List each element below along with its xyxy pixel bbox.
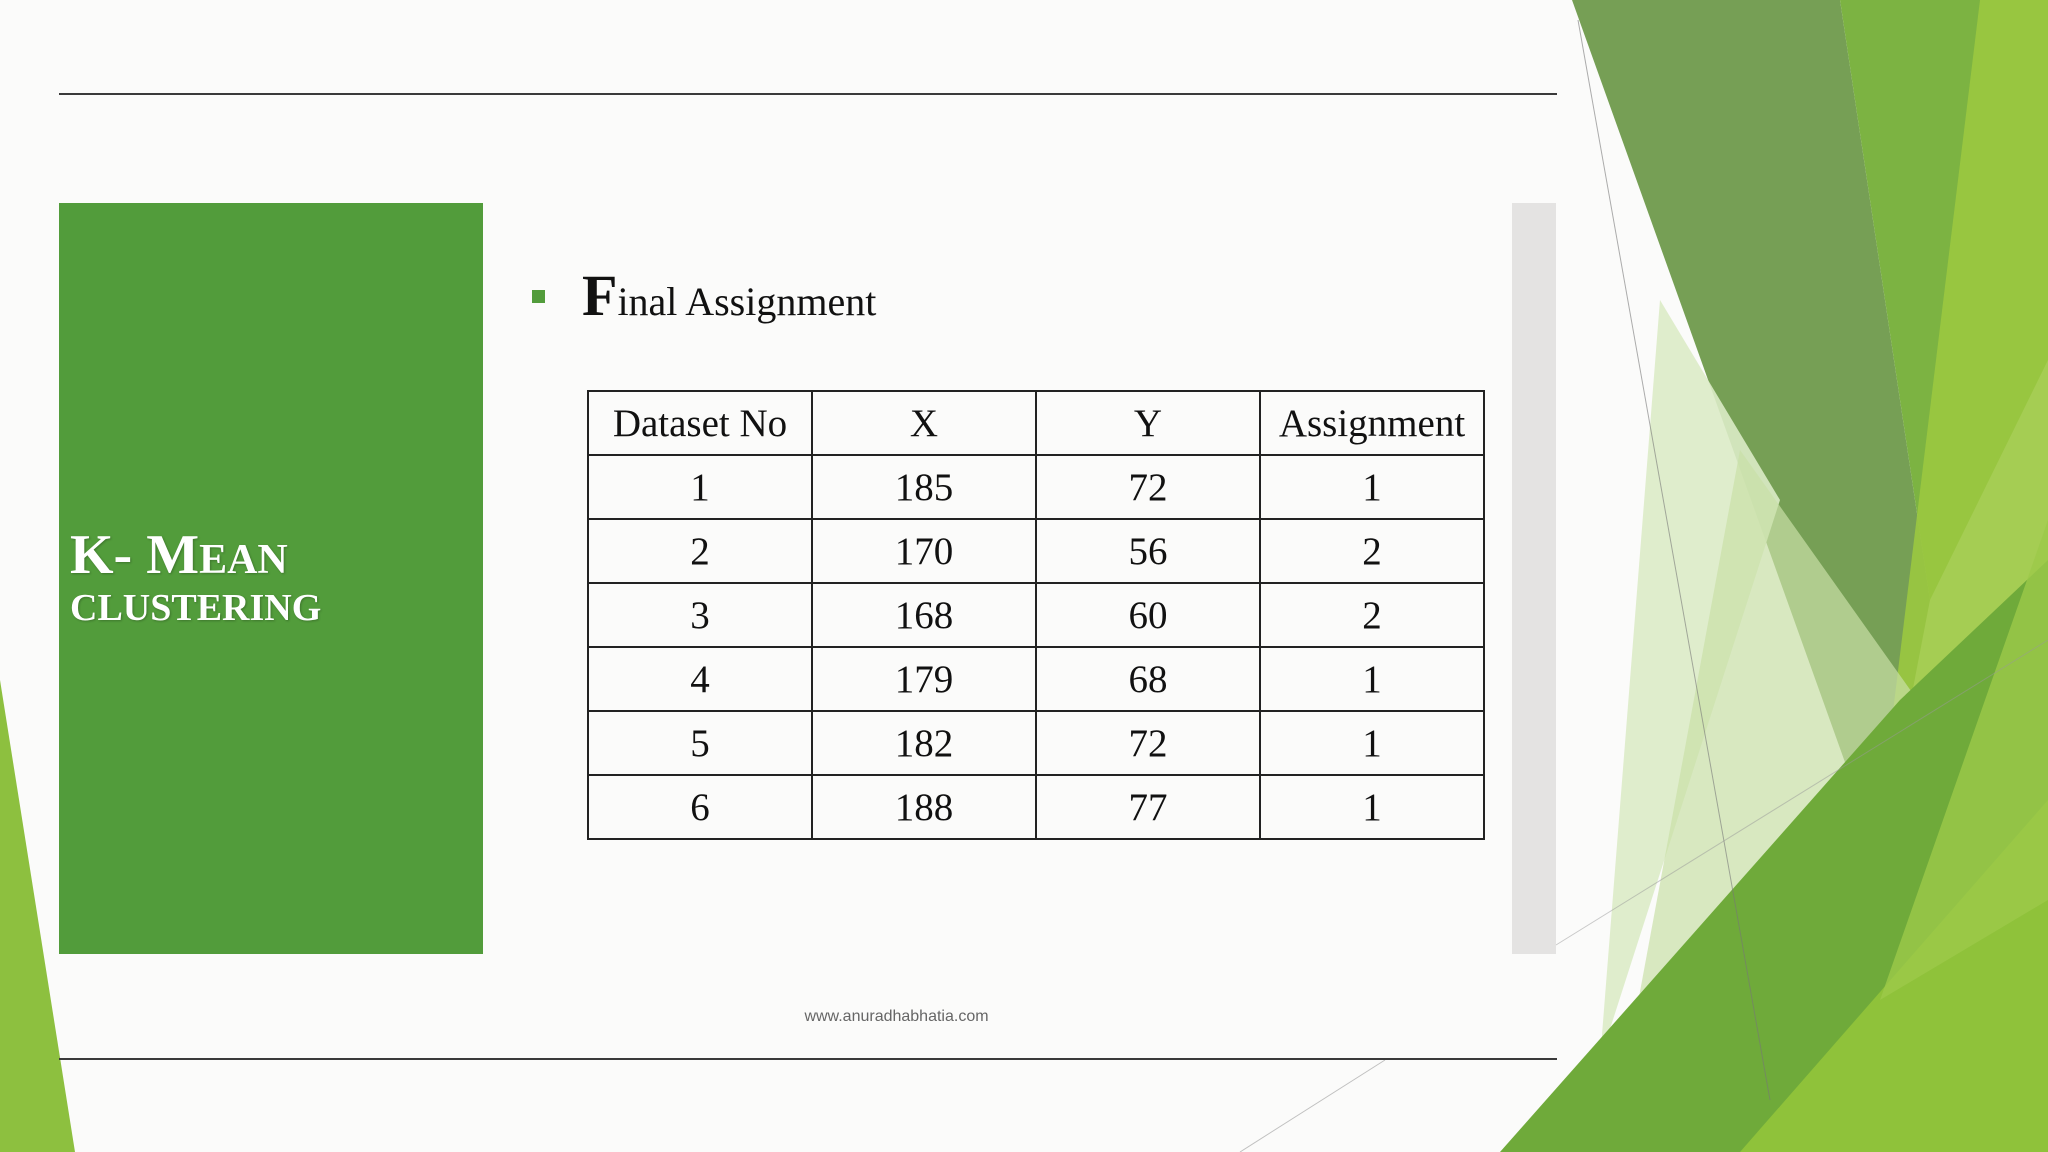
footer-url: www.anuradhabhatia.com [804,1008,989,1025]
cell-dataset-no: 3 [588,583,812,647]
cell-dataset-no: 2 [588,519,812,583]
cell-y: 68 [1036,647,1260,711]
bullet-cap: F [582,263,618,328]
header-x: X [812,391,1036,455]
gray-side-bar [1512,203,1556,954]
cell-assignment: 1 [1260,455,1484,519]
title-line-1 [70,523,321,587]
cell-y: 60 [1036,583,1260,647]
table-row [588,711,1484,775]
cell-x: 179 [812,647,1036,711]
header-y: Y [1036,391,1260,455]
cell-dataset-no: 6 [588,775,812,839]
header-dataset-no: Dataset No [588,391,812,455]
table-header-row [588,391,1484,455]
assignment-table [587,390,1485,840]
cell-dataset-no: 1 [588,455,812,519]
table-row [588,455,1484,519]
cell-assignment: 1 [1260,647,1484,711]
cell-dataset-no: 5 [588,711,812,775]
table-row [588,775,1484,839]
cell-y: 77 [1036,775,1260,839]
bullet-square-icon [532,290,545,303]
table-row [588,583,1484,647]
cell-y: 72 [1036,711,1260,775]
cell-y: 72 [1036,455,1260,519]
bullet-heading [582,262,876,329]
bottom-rule [59,1058,1557,1060]
cell-x: 182 [812,711,1036,775]
cell-dataset-no: 4 [588,647,812,711]
header-assignment: Assignment [1260,391,1484,455]
bullet-rest: inal Assignment [617,279,877,324]
title-cap: K- M [70,524,200,586]
cell-x: 188 [812,775,1036,839]
top-rule [59,93,1557,95]
cell-x: 185 [812,455,1036,519]
cell-y: 56 [1036,519,1260,583]
decor-line-3 [1240,1060,1385,1152]
cell-assignment: 2 [1260,583,1484,647]
slide-title [70,523,321,631]
cell-assignment: 1 [1260,775,1484,839]
cell-x: 170 [812,519,1036,583]
title-small-caps: EAN [199,537,288,583]
table-row [588,519,1484,583]
table-row [588,647,1484,711]
cell-x: 168 [812,583,1036,647]
title-line-2: CLUSTERING [70,587,322,630]
cell-assignment: 1 [1260,711,1484,775]
cell-assignment: 2 [1260,519,1484,583]
title-box [59,203,483,954]
